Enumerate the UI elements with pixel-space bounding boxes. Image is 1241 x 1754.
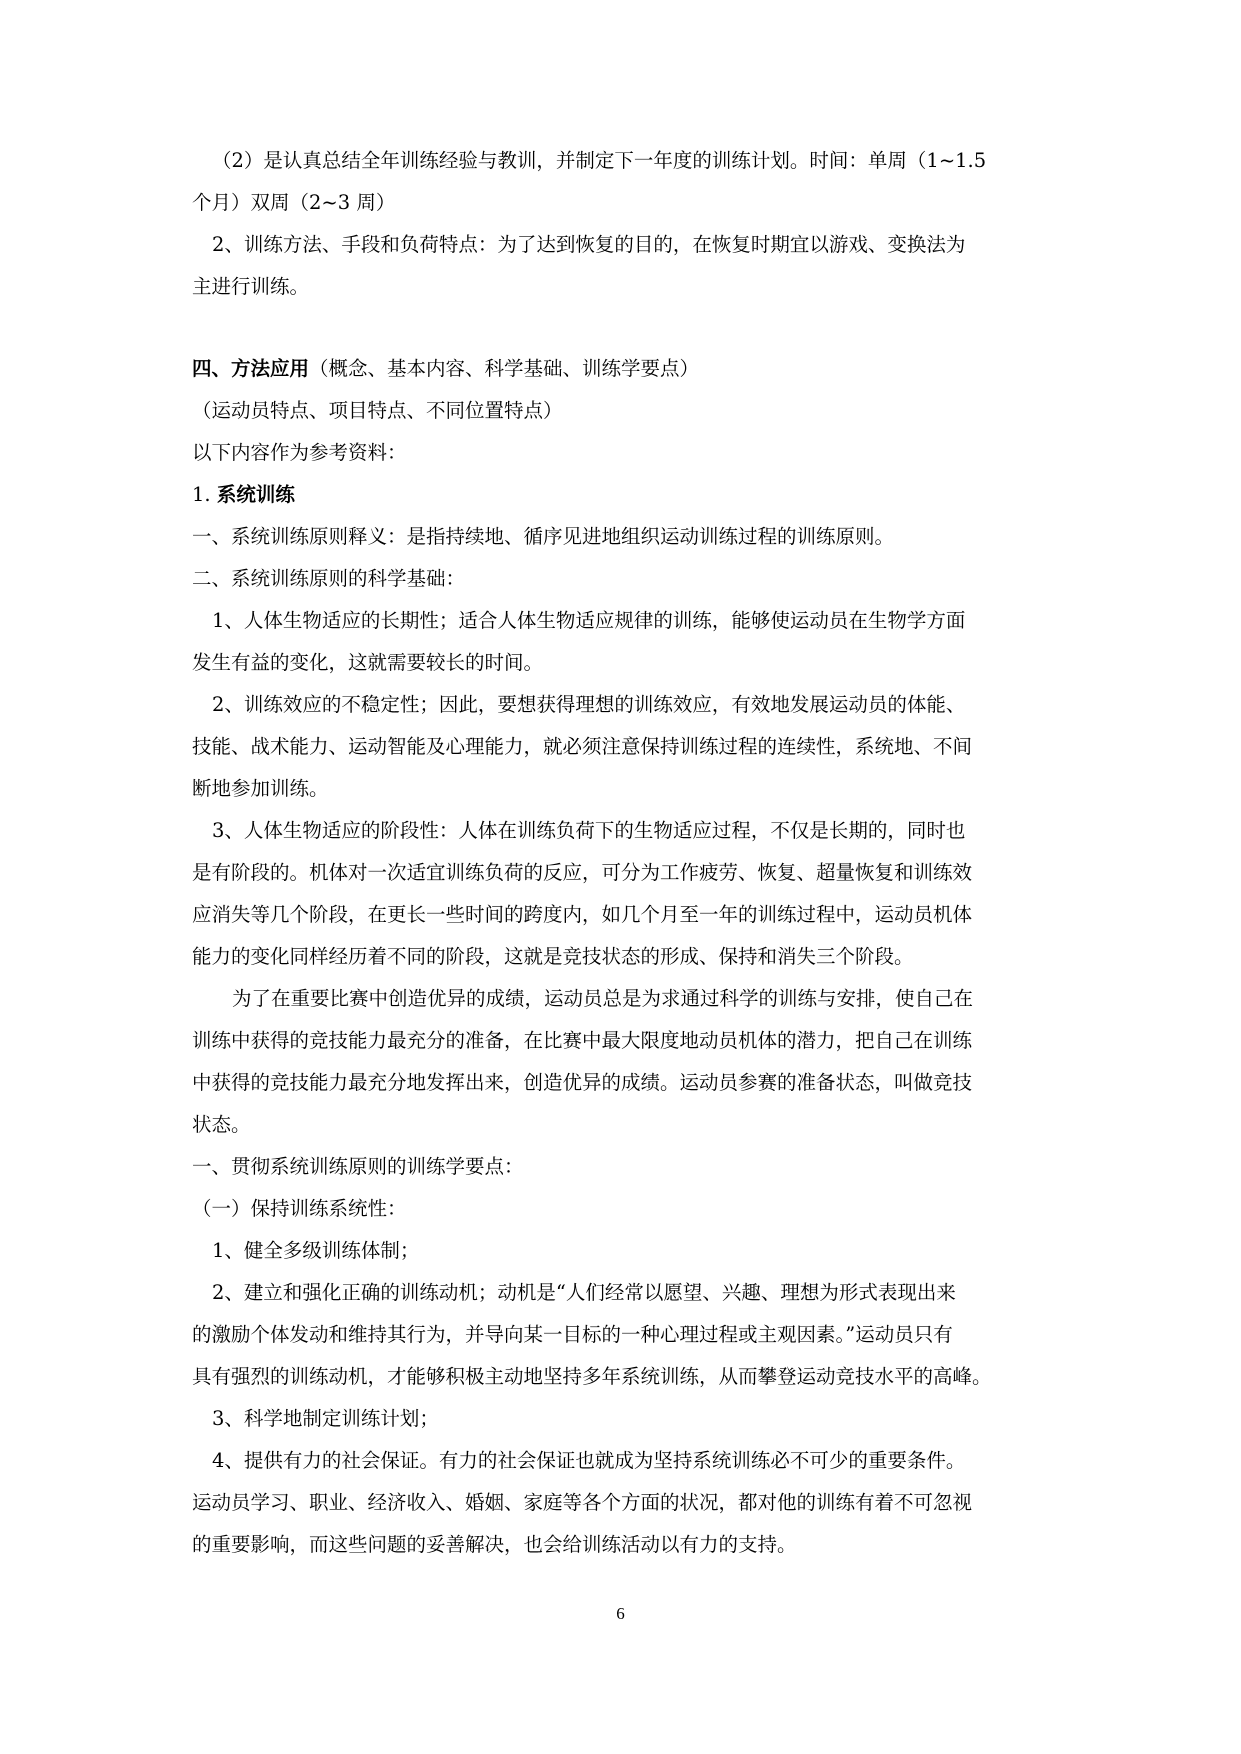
paragraph-line: （2）是认真总结全年训练经验与教训，并制定下一年度的训练计划。时间：单周（1~1.5 (212, 149, 987, 172)
subsection-title: 系统训练 (216, 483, 295, 506)
paragraph-line: 状态。 (192, 1113, 251, 1136)
paragraph-line: 技能、战术能力、运动智能及心理能力，就必须注意保持训练过程的连续性，系统地、不间 (192, 735, 973, 758)
paragraph-line: 为了在重要比赛中创造优异的成绩，运动员总是为求通过科学的训练与安排，使自己在 (232, 987, 974, 1010)
paragraph-line: 2、训练方法、手段和负荷特点：为了达到恢复的目的，在恢复时期宜以游戏、变换法为 (212, 233, 966, 256)
paragraph-line: 3、人体生物适应的阶段性：人体在训练负荷下的生物适应过程，不仅是长期的，同时也 (212, 819, 966, 842)
paragraph-line: 一、贯彻系统训练原则的训练学要点： (192, 1155, 524, 1178)
paragraph-line: 2、建立和强化正确的训练动机；动机是“人们经常以愿望、兴趣、理想为形式表现出来 (212, 1281, 956, 1304)
section-heading (192, 348, 1060, 390)
paragraph-line: 二、系统训练原则的科学基础： (192, 567, 466, 590)
paragraph-line: 是有阶段的。机体对一次适宜训练负荷的反应，可分为工作疲劳、恢复、超量恢复和训练效 (192, 861, 973, 884)
paragraph-line: 发生有益的变化，这就需要较长的时间。 (192, 651, 544, 674)
paragraph-line: 一、系统训练原则释义：是指持续地、循序见进地组织运动训练过程的训练原则。 (192, 525, 895, 548)
paragraph-line: 1、健全多级训练体制； (212, 1239, 420, 1262)
paragraph-line: 能力的变化同样经历着不同的阶段，这就是竞技状态的形成、保持和消失三个阶段。 (192, 945, 914, 968)
paragraph-line: 4、提供有力的社会保证。有力的社会保证也就成为坚持系统训练必不可少的重要条件。 (212, 1449, 966, 1472)
paragraph-line: 主进行训练。 (192, 275, 310, 298)
paragraph-line: 训练中获得的竞技能力最充分的准备，在比赛中最大限度地动员机体的潜力，把自己在训练 (192, 1029, 973, 1052)
paragraph-line: （一）保持训练系统性： (192, 1197, 407, 1220)
paragraph-line: 个月）双周（2~3 周） (192, 191, 396, 214)
paragraph-line: 2、训练效应的不稳定性；因此，要想获得理想的训练效应，有效地发展运动员的体能、 (212, 693, 966, 716)
paragraph-line: 1、人体生物适应的长期性；适合人体生物适应规律的训练，能够使运动员在生物学方面 (212, 609, 966, 632)
subsection-number: 1. (192, 483, 211, 506)
paragraph-line: （运动员特点、项目特点、不同位置特点） (192, 399, 563, 422)
paragraph-line: 3、科学地制定训练计划； (212, 1407, 439, 1430)
section-heading-title: 四、方法应用 (192, 357, 310, 380)
subsection-heading (192, 474, 1060, 516)
section-heading-note: （概念、基本内容、科学基础、训练学要点） (309, 357, 700, 380)
paragraph-line: 的重要影响，而这些问题的妥善解决，也会给训练活动以有力的支持。 (192, 1533, 797, 1556)
page-number: 6 (616, 1604, 625, 1623)
paragraph-line: 具有强烈的训练动机，才能够积极主动地坚持多年系统训练，从而攀登运动竞技水平的高峰。 (192, 1365, 992, 1388)
paragraph-line: 的激励个体发动和维持其行为，并导向某一目标的一种心理过程或主观因素。”运动员只有 (192, 1323, 953, 1346)
paragraph-line: 中获得的竞技能力最充分地发挥出来，创造优异的成绩。运动员参赛的准备状态，叫做竞技 (192, 1071, 973, 1094)
paragraph-line: 应消失等几个阶段，在更长一些时间的跨度内，如几个月至一年的训练过程中，运动员机体 (192, 903, 973, 926)
paragraph-line: 运动员学习、职业、经济收入、婚姻、家庭等各个方面的状况，都对他的训练有着不可忽视 (192, 1491, 973, 1514)
paragraph-line: 以下内容作为参考资料： (192, 441, 407, 464)
paragraph-line: 断地参加训练。 (192, 777, 329, 800)
